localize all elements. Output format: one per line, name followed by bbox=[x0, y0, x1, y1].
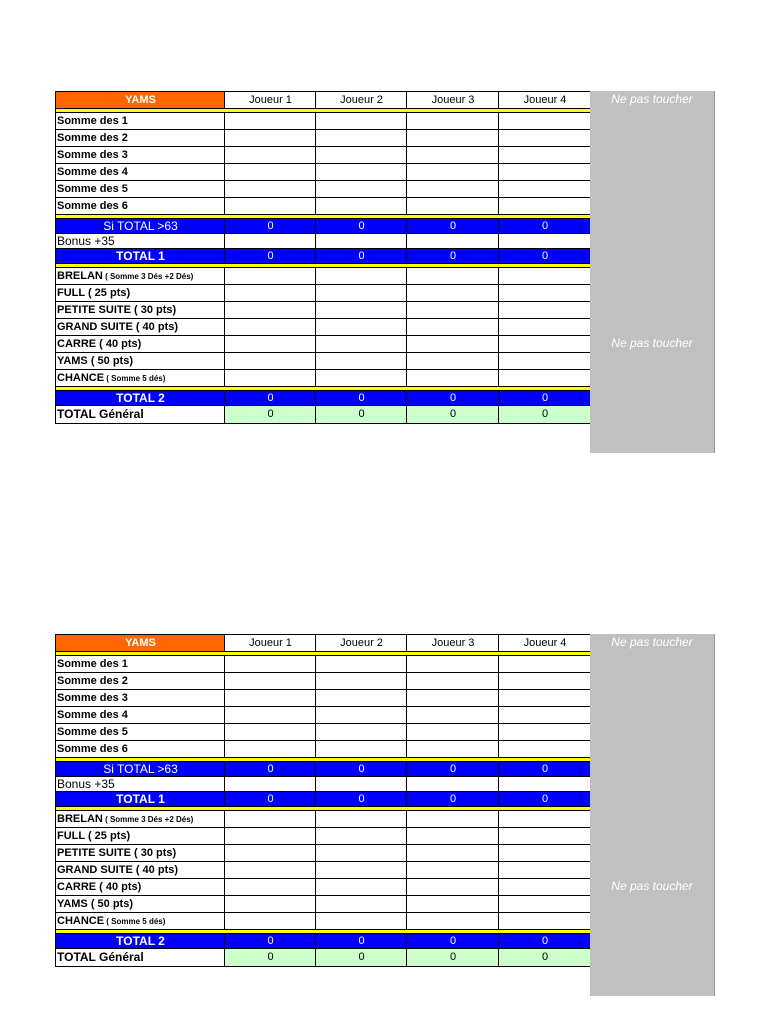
score-cell[interactable] bbox=[407, 181, 499, 198]
score-cell[interactable] bbox=[407, 113, 499, 130]
total-2-label: TOTAL 2 bbox=[56, 391, 225, 406]
table-row bbox=[56, 370, 591, 387]
row-label: Somme des 2 bbox=[56, 673, 225, 690]
score-cell[interactable] bbox=[316, 673, 407, 690]
total-1-value: 0 bbox=[225, 249, 316, 264]
row-label bbox=[56, 862, 225, 879]
do-not-touch-note: Ne pas toucher bbox=[611, 92, 693, 106]
total-2-value: 0 bbox=[499, 391, 591, 406]
player-3-header[interactable]: Joueur 3 bbox=[407, 635, 499, 652]
total-1-label: TOTAL 1 bbox=[56, 249, 225, 264]
table-row bbox=[56, 319, 591, 336]
si-total-value: 0 bbox=[225, 762, 316, 777]
row-label bbox=[56, 336, 225, 353]
total-general-label: TOTAL Général bbox=[56, 949, 225, 967]
row-label: Somme des 4 bbox=[56, 707, 225, 724]
row-label: Somme des 4 bbox=[56, 164, 225, 181]
score-cell[interactable] bbox=[316, 353, 407, 370]
yams-title-cell: YAMS bbox=[56, 635, 225, 652]
score-cell[interactable] bbox=[225, 673, 316, 690]
row-label-main: GRAND SUITE ( 40 pts) bbox=[57, 863, 179, 876]
total-2-value: 0 bbox=[407, 391, 499, 406]
score-cell[interactable] bbox=[225, 181, 316, 198]
table-row bbox=[56, 913, 591, 930]
yams-title-cell: YAMS bbox=[56, 92, 225, 109]
score-cell[interactable] bbox=[316, 811, 407, 828]
total-2-label: TOTAL 2 bbox=[56, 934, 225, 949]
total-general-value: 0 bbox=[316, 949, 407, 967]
table-row bbox=[56, 741, 591, 758]
total-1-value: 0 bbox=[407, 792, 499, 807]
total-2-value: 0 bbox=[316, 934, 407, 949]
row-label: Somme des 5 bbox=[56, 724, 225, 741]
score-cell[interactable] bbox=[499, 181, 591, 198]
score-cell[interactable] bbox=[225, 896, 316, 913]
row-label bbox=[56, 811, 225, 828]
score-cell[interactable] bbox=[499, 913, 591, 930]
score-cell[interactable] bbox=[499, 690, 591, 707]
do-not-touch-note: Ne pas toucher bbox=[611, 879, 693, 893]
score-cell[interactable] bbox=[316, 656, 407, 673]
score-cell[interactable] bbox=[499, 319, 591, 336]
score-cell[interactable] bbox=[225, 879, 316, 896]
row-label bbox=[56, 268, 225, 285]
table-row bbox=[56, 147, 591, 164]
score-cell[interactable] bbox=[316, 879, 407, 896]
row-label-main: CHANCE bbox=[57, 371, 105, 384]
total-general-value: 0 bbox=[499, 406, 591, 424]
total-1-value: 0 bbox=[316, 249, 407, 264]
table-row bbox=[56, 690, 591, 707]
score-cell[interactable] bbox=[499, 896, 591, 913]
row-label-main: BRELAN bbox=[57, 269, 103, 282]
score-cell[interactable] bbox=[407, 862, 499, 879]
total-1-value: 0 bbox=[407, 249, 499, 264]
table-row bbox=[56, 268, 591, 285]
player-4-header[interactable]: Joueur 4 bbox=[499, 92, 591, 109]
row-label bbox=[56, 353, 225, 370]
score-cell[interactable] bbox=[407, 707, 499, 724]
table-row bbox=[56, 285, 591, 302]
score-cell[interactable] bbox=[407, 656, 499, 673]
score-cell[interactable] bbox=[407, 336, 499, 353]
score-cell[interactable] bbox=[499, 879, 591, 896]
row-label: Somme des 3 bbox=[56, 147, 225, 164]
score-cell[interactable] bbox=[407, 673, 499, 690]
total-general-row bbox=[56, 406, 591, 424]
score-cell[interactable] bbox=[499, 302, 591, 319]
score-cell[interactable] bbox=[499, 113, 591, 130]
bonus-cell[interactable] bbox=[407, 234, 499, 249]
row-label bbox=[56, 370, 225, 387]
table-row bbox=[56, 302, 591, 319]
score-cell[interactable] bbox=[499, 353, 591, 370]
total-general-row bbox=[56, 949, 591, 967]
score-cell[interactable] bbox=[407, 845, 499, 862]
row-label bbox=[56, 319, 225, 336]
score-cell[interactable] bbox=[499, 268, 591, 285]
player-3-header[interactable]: Joueur 3 bbox=[407, 92, 499, 109]
si-total-value: 0 bbox=[316, 219, 407, 234]
score-cell[interactable] bbox=[499, 336, 591, 353]
do-not-touch-column bbox=[590, 91, 715, 453]
score-cell[interactable] bbox=[499, 147, 591, 164]
row-label-sub: ( Somme 3 Dés +2 Dés) bbox=[102, 271, 194, 281]
row-label-main: FULL ( 25 pts) bbox=[57, 829, 131, 842]
score-cell[interactable] bbox=[225, 811, 316, 828]
player-4-header[interactable]: Joueur 4 bbox=[499, 635, 591, 652]
table-row bbox=[56, 656, 591, 673]
score-cell[interactable] bbox=[499, 862, 591, 879]
row-label: Somme des 5 bbox=[56, 181, 225, 198]
table-row bbox=[56, 879, 591, 896]
row-label: Somme des 6 bbox=[56, 198, 225, 215]
row-label-main: CARRE ( 40 pts) bbox=[57, 880, 142, 893]
score-cell[interactable] bbox=[225, 336, 316, 353]
bonus-cell[interactable] bbox=[225, 777, 316, 792]
score-cell[interactable] bbox=[407, 724, 499, 741]
table-row bbox=[56, 113, 591, 130]
score-cell[interactable] bbox=[499, 285, 591, 302]
score-cell[interactable] bbox=[407, 147, 499, 164]
score-cell[interactable] bbox=[225, 113, 316, 130]
score-cell[interactable] bbox=[316, 113, 407, 130]
score-cell[interactable] bbox=[316, 181, 407, 198]
table-row bbox=[56, 353, 591, 370]
row-label-main: PETITE SUITE ( 30 pts) bbox=[57, 303, 177, 316]
total-2-value: 0 bbox=[499, 934, 591, 949]
total-general-value: 0 bbox=[316, 406, 407, 424]
row-label: Somme des 1 bbox=[56, 656, 225, 673]
score-cell[interactable] bbox=[316, 147, 407, 164]
score-cell[interactable] bbox=[499, 370, 591, 387]
player-2-header[interactable]: Joueur 2 bbox=[316, 635, 407, 652]
table-row bbox=[56, 828, 591, 845]
row-label bbox=[56, 879, 225, 896]
bonus-cell[interactable] bbox=[225, 234, 316, 249]
player-1-header[interactable]: Joueur 1 bbox=[225, 635, 316, 652]
score-cell[interactable] bbox=[407, 285, 499, 302]
table-row bbox=[56, 181, 591, 198]
total-2-row bbox=[56, 391, 591, 406]
score-cell[interactable] bbox=[316, 896, 407, 913]
score-cell[interactable] bbox=[316, 268, 407, 285]
score-cell[interactable] bbox=[225, 302, 316, 319]
score-cell[interactable] bbox=[225, 707, 316, 724]
si-total-value: 0 bbox=[499, 762, 591, 777]
bonus-label: Bonus +35 bbox=[56, 777, 225, 792]
score-cell[interactable] bbox=[316, 707, 407, 724]
player-2-header[interactable]: Joueur 2 bbox=[316, 92, 407, 109]
total-general-value: 0 bbox=[499, 949, 591, 967]
row-label-main: PETITE SUITE ( 30 pts) bbox=[57, 846, 177, 859]
score-cell[interactable] bbox=[407, 896, 499, 913]
bonus-cell[interactable] bbox=[499, 777, 591, 792]
si-total-value: 0 bbox=[316, 762, 407, 777]
score-cell[interactable] bbox=[407, 302, 499, 319]
total-1-row bbox=[56, 249, 591, 264]
score-cell[interactable] bbox=[225, 724, 316, 741]
score-cell[interactable] bbox=[316, 302, 407, 319]
table-row bbox=[56, 811, 591, 828]
score-cell[interactable] bbox=[225, 285, 316, 302]
row-label-sub: ( Somme 5 dés) bbox=[104, 916, 166, 926]
score-table bbox=[55, 634, 591, 967]
score-cell[interactable] bbox=[407, 913, 499, 930]
score-cell[interactable] bbox=[225, 656, 316, 673]
table-row bbox=[56, 724, 591, 741]
score-cell[interactable] bbox=[499, 198, 591, 215]
total-2-value: 0 bbox=[225, 934, 316, 949]
total-2-value: 0 bbox=[225, 391, 316, 406]
header-row bbox=[56, 92, 591, 109]
total-general-value: 0 bbox=[407, 949, 499, 967]
bonus-cell[interactable] bbox=[316, 777, 407, 792]
score-cell[interactable] bbox=[499, 724, 591, 741]
row-label-main: YAMS ( 50 pts) bbox=[57, 354, 134, 367]
row-label bbox=[56, 896, 225, 913]
row-label-main: CHANCE bbox=[57, 914, 105, 927]
row-label-sub: ( Somme 5 dés) bbox=[104, 373, 166, 383]
total-1-label: TOTAL 1 bbox=[56, 792, 225, 807]
score-cell[interactable] bbox=[316, 370, 407, 387]
score-cell[interactable] bbox=[225, 828, 316, 845]
score-cell[interactable] bbox=[225, 319, 316, 336]
score-cell[interactable] bbox=[316, 130, 407, 147]
row-label-main: CARRE ( 40 pts) bbox=[57, 337, 142, 350]
score-cell[interactable] bbox=[407, 370, 499, 387]
score-cell[interactable] bbox=[407, 164, 499, 181]
score-cell[interactable] bbox=[316, 724, 407, 741]
total-2-value: 0 bbox=[407, 934, 499, 949]
bonus-row bbox=[56, 234, 591, 249]
score-cell[interactable] bbox=[316, 164, 407, 181]
si-total-value: 0 bbox=[225, 219, 316, 234]
score-cell[interactable] bbox=[225, 147, 316, 164]
bonus-cell[interactable] bbox=[407, 777, 499, 792]
total-general-value: 0 bbox=[225, 406, 316, 424]
score-cell[interactable] bbox=[225, 370, 316, 387]
score-cell[interactable] bbox=[499, 673, 591, 690]
table-row bbox=[56, 198, 591, 215]
score-cell[interactable] bbox=[316, 741, 407, 758]
score-cell[interactable] bbox=[225, 268, 316, 285]
score-cell[interactable] bbox=[407, 828, 499, 845]
score-table bbox=[55, 91, 591, 424]
do-not-touch-note: Ne pas toucher bbox=[611, 635, 693, 649]
score-cell[interactable] bbox=[499, 130, 591, 147]
si-total-row bbox=[56, 219, 591, 234]
score-cell[interactable] bbox=[407, 353, 499, 370]
total-2-value: 0 bbox=[316, 391, 407, 406]
score-cell[interactable] bbox=[225, 913, 316, 930]
row-label-main: YAMS ( 50 pts) bbox=[57, 897, 134, 910]
do-not-touch-column bbox=[590, 634, 715, 996]
row-label bbox=[56, 302, 225, 319]
score-cell[interactable] bbox=[316, 862, 407, 879]
si-total-value: 0 bbox=[407, 219, 499, 234]
header-row bbox=[56, 635, 591, 652]
score-cell[interactable] bbox=[407, 319, 499, 336]
score-cell[interactable] bbox=[499, 707, 591, 724]
score-cell[interactable] bbox=[316, 845, 407, 862]
score-cell[interactable] bbox=[499, 164, 591, 181]
row-label bbox=[56, 285, 225, 302]
score-cell[interactable] bbox=[499, 741, 591, 758]
row-label-main: BRELAN bbox=[57, 812, 103, 825]
table-row bbox=[56, 896, 591, 913]
total-general-value: 0 bbox=[407, 406, 499, 424]
score-cell[interactable] bbox=[225, 690, 316, 707]
score-cell[interactable] bbox=[225, 741, 316, 758]
total-1-value: 0 bbox=[225, 792, 316, 807]
score-cell[interactable] bbox=[316, 690, 407, 707]
row-label bbox=[56, 913, 225, 930]
score-cell[interactable] bbox=[407, 198, 499, 215]
bonus-label: Bonus +35 bbox=[56, 234, 225, 249]
table-row bbox=[56, 862, 591, 879]
score-cell[interactable] bbox=[407, 811, 499, 828]
score-cell[interactable] bbox=[499, 828, 591, 845]
row-label: Somme des 2 bbox=[56, 130, 225, 147]
score-cell[interactable] bbox=[225, 130, 316, 147]
player-1-header[interactable]: Joueur 1 bbox=[225, 92, 316, 109]
total-1-row bbox=[56, 792, 591, 807]
score-cell[interactable] bbox=[316, 336, 407, 353]
score-cell[interactable] bbox=[407, 741, 499, 758]
table-row bbox=[56, 707, 591, 724]
score-cell[interactable] bbox=[316, 198, 407, 215]
score-cell[interactable] bbox=[407, 879, 499, 896]
do-not-touch-note: Ne pas toucher bbox=[611, 336, 693, 350]
bonus-row bbox=[56, 777, 591, 792]
row-label bbox=[56, 845, 225, 862]
total-2-row bbox=[56, 934, 591, 949]
score-cell[interactable] bbox=[316, 319, 407, 336]
score-cell[interactable] bbox=[225, 862, 316, 879]
si-total-label: Si TOTAL >63 bbox=[56, 219, 225, 234]
score-cell[interactable] bbox=[407, 130, 499, 147]
total-1-value: 0 bbox=[499, 249, 591, 264]
score-cell[interactable] bbox=[499, 656, 591, 673]
score-cell[interactable] bbox=[407, 690, 499, 707]
score-cell[interactable] bbox=[499, 845, 591, 862]
score-cell[interactable] bbox=[499, 811, 591, 828]
table-row bbox=[56, 130, 591, 147]
table-row bbox=[56, 336, 591, 353]
score-cell[interactable] bbox=[316, 285, 407, 302]
total-general-label: TOTAL Général bbox=[56, 406, 225, 424]
score-cell[interactable] bbox=[225, 198, 316, 215]
score-cell[interactable] bbox=[407, 268, 499, 285]
table-row bbox=[56, 845, 591, 862]
row-label: Somme des 3 bbox=[56, 690, 225, 707]
si-total-label: Si TOTAL >63 bbox=[56, 762, 225, 777]
bonus-cell[interactable] bbox=[499, 234, 591, 249]
table-row bbox=[56, 164, 591, 181]
total-1-value: 0 bbox=[316, 792, 407, 807]
si-total-value: 0 bbox=[499, 219, 591, 234]
si-total-row bbox=[56, 762, 591, 777]
si-total-value: 0 bbox=[407, 762, 499, 777]
total-1-value: 0 bbox=[499, 792, 591, 807]
score-cell[interactable] bbox=[225, 845, 316, 862]
table-row bbox=[56, 673, 591, 690]
row-label-main: FULL ( 25 pts) bbox=[57, 286, 131, 299]
row-label-main: GRAND SUITE ( 40 pts) bbox=[57, 320, 179, 333]
score-cell[interactable] bbox=[225, 164, 316, 181]
bonus-cell[interactable] bbox=[316, 234, 407, 249]
row-label-sub: ( Somme 3 Dés +2 Dés) bbox=[102, 814, 194, 824]
score-cell[interactable] bbox=[316, 913, 407, 930]
row-label: Somme des 1 bbox=[56, 113, 225, 130]
row-label: Somme des 6 bbox=[56, 741, 225, 758]
row-label bbox=[56, 828, 225, 845]
score-cell[interactable] bbox=[316, 828, 407, 845]
total-general-value: 0 bbox=[225, 949, 316, 967]
score-cell[interactable] bbox=[225, 353, 316, 370]
